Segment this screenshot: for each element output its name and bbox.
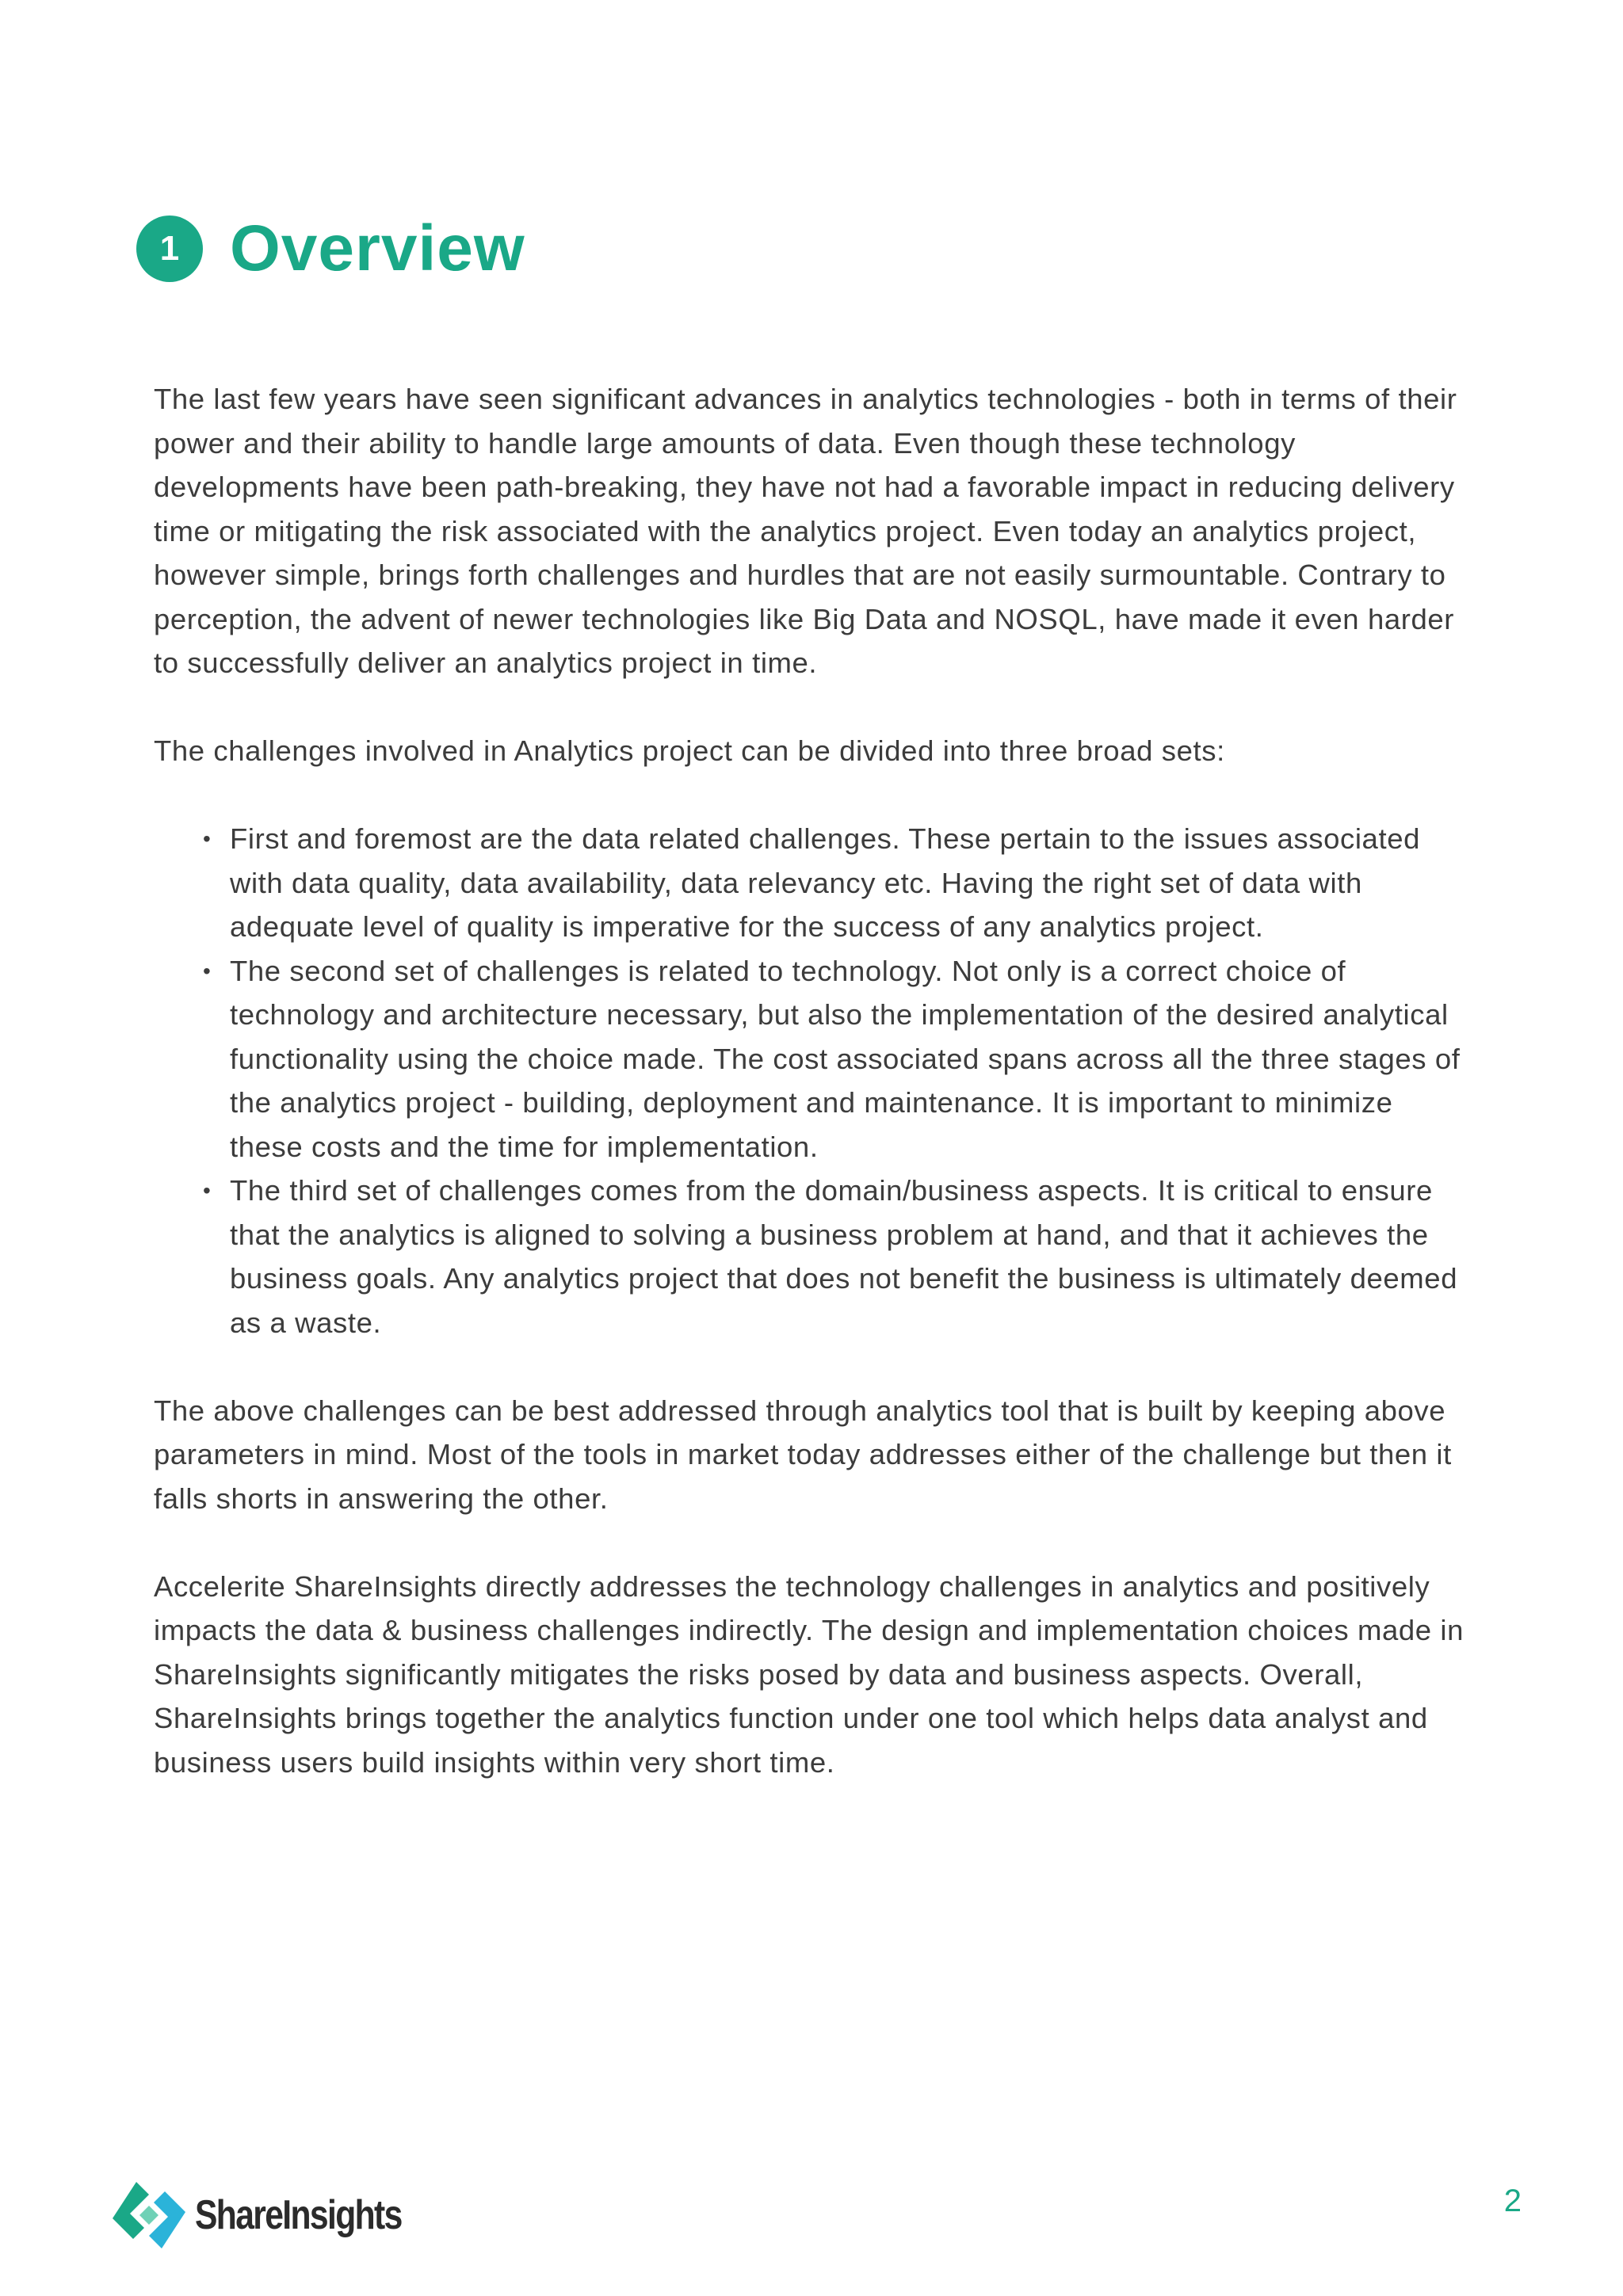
footer-logo <box>109 2176 447 2255</box>
shareinsights-logo-icon <box>109 2176 189 2255</box>
list-item-text: First and foremost are the data related challenges. These pertain to the issues associated with data quality, data availability, data relevancy etc. Having the right set of data with adequate level of quality is imperative for the success of any analytics project. <box>230 822 1420 943</box>
section-header <box>136 212 525 284</box>
bullet-dot-icon: • <box>203 958 212 983</box>
bullet-dot-icon: • <box>203 1178 212 1203</box>
paragraph-challenges-intro: The challenges involved in Analytics project can be divided into three broad sets: <box>154 734 1225 767</box>
logo-wordmark: ShareInsights <box>195 2192 402 2238</box>
bullet-dot-icon: • <box>203 826 212 851</box>
section-number-badge: 1 <box>136 215 203 282</box>
page-number: 2 <box>1503 2183 1522 2218</box>
list-item <box>154 817 1469 949</box>
body-content <box>154 377 1469 1829</box>
paragraph-addressing: The above challenges can be best addressed through analytics tool that is built by keeping above parameters in mind. Most of the tools in market today addresses either of the challenge but then it falls shorts in answering the other. <box>154 1394 1452 1515</box>
challenges-list <box>154 817 1469 1344</box>
paragraph-intro: The last few years have seen significant advances in analytics technologies - both in terms of their power and their ability to handle large amounts of data. Even though these technology developments have been path-breaking, they have not had a favorable impact in reducing delivery time or mitigating the risk associated with the analytics project. Even today an analytics project, however simple, brings forth challenges and hurdles that are not easily surmountable. Contrary to perception, the advent of newer technologies like Big Data and NOSQL, have made it even harder to successfully deliver an analytics project in time. <box>154 383 1457 679</box>
list-item <box>154 949 1469 1169</box>
list-item-text: The second set of challenges is related to technology. Not only is a correct choice of technology and architecture necessary, but also the implementation of the desired analytical functionality using the choice made. The cost associated spans across all the three stages of the analytics project - building, deployment and maintenance. It is important to minimize these costs and the time for implementation. <box>230 954 1461 1163</box>
list-item-text: The third set of challenges comes from the domain/business aspects. It is critical to ensure that the analytics is aligned to solving a business problem at hand, and that it achieves the business goals. Any analytics project that does not benefit the business is ultimately deemed as a waste. <box>230 1174 1458 1339</box>
paragraph-shareinsights: Accelerite ShareInsights directly addresses the technology challenges in analytics and positively impacts the data & business challenges indirectly. The design and implementation choices made in ShareInsights significantly mitigates the risks posed by data and business aspects. Overall, ShareInsights brings together the analytics function under one tool which helps data analyst and business users build insights within very short time. <box>154 1569 1465 1779</box>
section-title: Overview <box>230 212 525 284</box>
list-item <box>154 1169 1469 1344</box>
